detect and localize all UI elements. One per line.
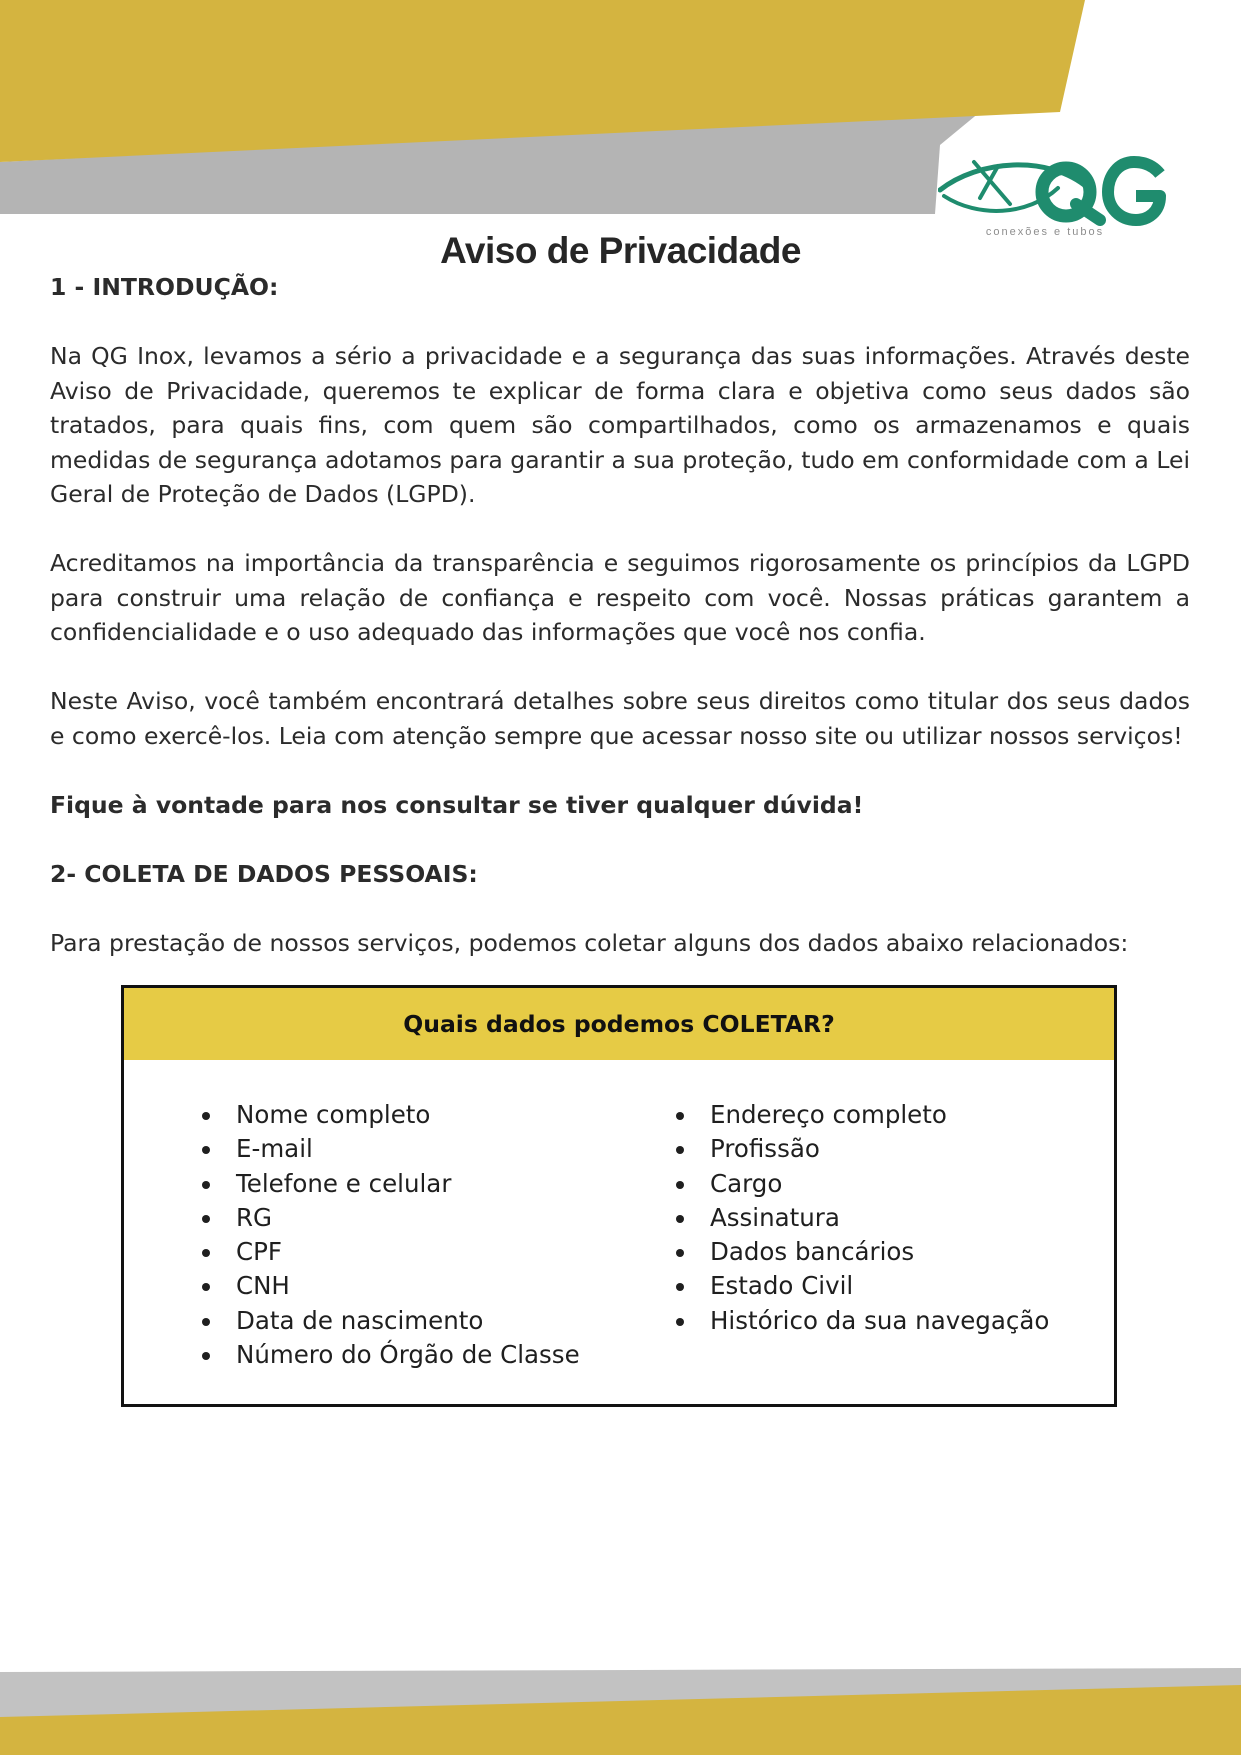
data-list-item: Data de nascimento: [199, 1304, 580, 1338]
data-list-left: [199, 1098, 580, 1372]
intro-paragraph-3: Neste Aviso, você também encontrará detalhes sobre seus direitos como titular dos seus dados e como exercê-los. Leia com atenção sempre que acessar nosso site ou utilizar nossos serviços!: [50, 687, 1190, 750]
section-heading-introduction: 1 - INTRODUÇÃO:: [50, 273, 279, 301]
data-list-right: [673, 1098, 1049, 1338]
intro-paragraph-1: Na QG Inox, levamos a sério a privacidade e a segurança das suas informações. Através deste Aviso de Privacidade, queremos te explicar de forma clara e objetiva como seus dados são tratados, para quais fins, com quem são compartilhados, como os armazenamos e quais medidas de segurança adotamos para garantir a sua proteção, tudo em conformidade com a Lei Geral de Proteção de Dados (LGPD).: [50, 342, 1190, 508]
document-body: [50, 270, 1190, 960]
data-list-item: Assinatura: [673, 1201, 1049, 1235]
data-box-title: Quais dados podemos COLETAR?: [124, 988, 1114, 1060]
intro-callout: Fique à vontade para nos consultar se tiver qualquer dúvida!: [50, 790, 864, 819]
collection-intro-text: Para prestação de nossos serviços, podemos coletar alguns dos dados abaixo relacionados:: [50, 928, 1129, 957]
data-list-item: Endereço completo: [673, 1098, 1049, 1132]
data-list-item: E-mail: [199, 1132, 580, 1166]
section-heading-data-collection: 2- COLETA DE DADOS PESSOAIS:: [50, 859, 478, 888]
data-list-item: Histórico da sua navegação: [673, 1304, 1049, 1338]
data-list-item: Nome completo: [199, 1098, 580, 1132]
data-list-item: CNH: [199, 1269, 580, 1303]
data-list-item: Cargo: [673, 1167, 1049, 1201]
data-list-item: CPF: [199, 1235, 580, 1269]
data-list-item: Dados bancários: [673, 1235, 1049, 1269]
logo-tagline: conexões e tubos: [985, 226, 1105, 238]
intro-paragraph-2: Acreditamos na importância da transparência e seguimos rigorosamente os princípios da LGPD para construir uma relação de confiança e respeito com você. Nossas práticas garantem a confidencialidade e o uso adequado das informações que você nos confia.: [50, 549, 1190, 646]
data-collected-box: [121, 985, 1117, 1407]
data-list-item: Profissão: [673, 1132, 1049, 1166]
data-list-item: Número do Órgão de Classe: [199, 1338, 580, 1372]
page-title: Aviso de Privacidade: [440, 230, 801, 271]
data-list-item: RG: [199, 1201, 580, 1235]
logo-g: [1108, 162, 1160, 220]
data-list-item: Telefone e celular: [199, 1167, 580, 1201]
data-list-item: Estado Civil: [673, 1269, 1049, 1303]
